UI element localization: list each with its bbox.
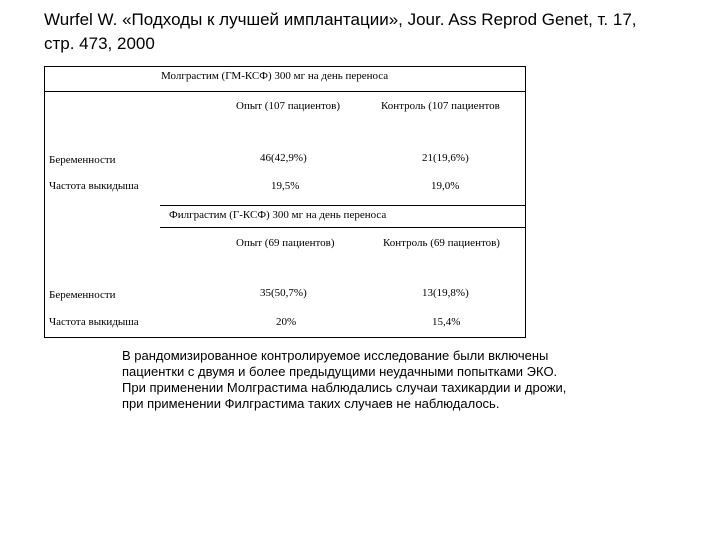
section2-row2-exp: 20%	[276, 316, 297, 328]
title-line-2: стр. 473, 2000	[44, 34, 155, 53]
note-line-4: при применении Филграстима таких случаев не наблюдалось.	[122, 396, 500, 411]
section1-heading: Молграстим (ГМ-КСФ) 300 мг на день переноса	[161, 70, 389, 82]
note-line-2: пациентки с двумя и более предыдущими неудачными попытками ЭКО.	[122, 364, 558, 379]
section2-row2-ctrl: 15,4%	[432, 316, 461, 328]
results-table	[44, 66, 526, 338]
section1-row2-ctrl: 19,0%	[431, 180, 460, 192]
section1-col-exp: Опыт (107 пациентов)	[236, 100, 341, 112]
section2-heading: Филграстим (Г-КСФ) 300 мг на день переноса	[169, 209, 387, 221]
section2-row1-label: Беременности	[49, 289, 116, 301]
note-line-3: При применении Молграстима наблюдались случаи тахикардии и дрожи,	[122, 380, 567, 395]
title-line-1: Wurfel W. «Подходы к лучшей имплантации», Jour. Ass Reprod Genet, т. 17,	[44, 10, 637, 29]
section1-row1-exp: 46(42,9%)	[260, 152, 307, 164]
section2-col-exp: Опыт (69 пациентов)	[236, 237, 335, 249]
note-line-1: В рандомизированное контролируемое исследование были включены	[122, 348, 549, 363]
section2-row1-ctrl: 13(19,8%)	[422, 287, 469, 299]
divider	[160, 227, 525, 228]
section2-row2-label: Частота выкидыша	[49, 316, 139, 328]
divider	[160, 205, 525, 206]
document-title	[44, 8, 704, 56]
section2-col-ctrl: Контроль (69 пациентов)	[383, 237, 500, 249]
divider	[45, 91, 525, 92]
section1-row1-label: Беременности	[49, 154, 116, 166]
section1-row1-ctrl: 21(19,6%)	[422, 152, 469, 164]
study-note	[122, 348, 622, 412]
section2-row1-exp: 35(50,7%)	[260, 287, 307, 299]
section1-row2-exp: 19,5%	[271, 180, 300, 192]
section1-row2-label: Частота выкидыша	[49, 180, 139, 192]
section1-col-ctrl: Контроль (107 пациентов	[381, 100, 500, 112]
